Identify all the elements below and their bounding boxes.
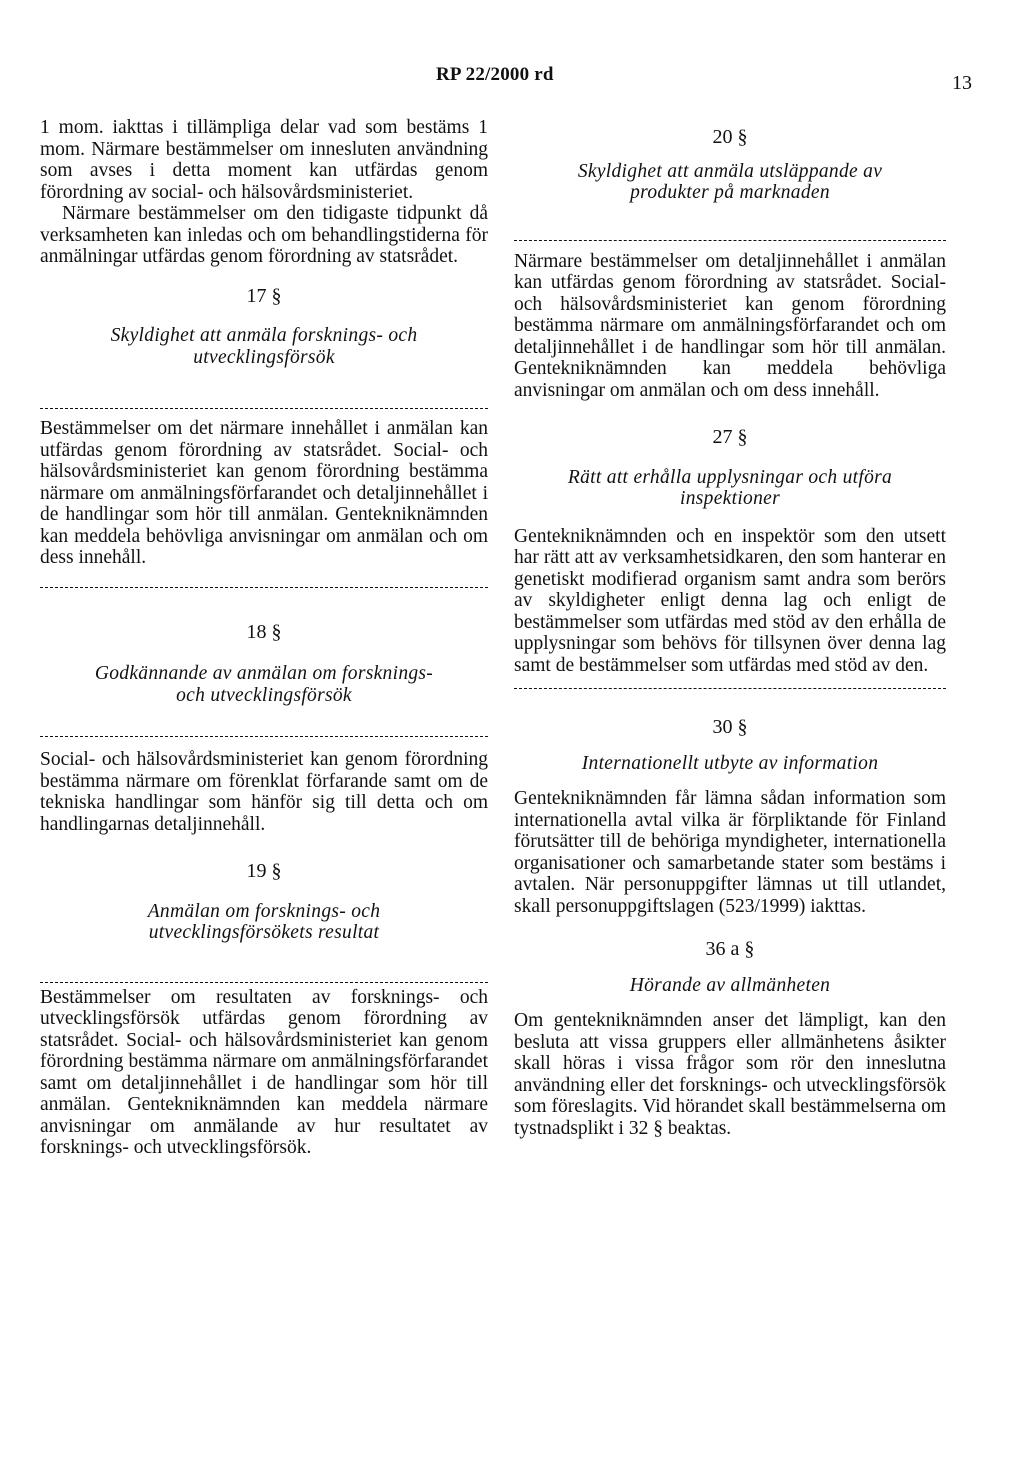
section-27-title: Rätt att erhålla upplysningar och utföra inspektioner (567, 466, 893, 509)
intro-paragraph-1: 1 mom. iakttas i tillämpliga delar vad som bestäms 1 mom. Närmare bestämmelser om innesluten användning som avses i detta moment kan utfärdas genom förordning av social- och hälsovårdsministeriet. (40, 117, 488, 203)
right-column (514, 117, 946, 1139)
section-18-title: Godkännande av anmälan om forsknings- och utvecklingsförsök (94, 663, 434, 706)
section-36a-number: 36 a § (705, 938, 755, 960)
section-20-title: Skyldighet att anmäla utsläppande av produkter på marknaden (577, 160, 883, 203)
left-column (40, 117, 488, 1159)
section-17-number: 17 § (246, 284, 282, 307)
section-36a-text: Om gentekniknämnden anser det lämpligt, kan den besluta att vissa gruppers eller allmänhetens åsikter skall höras i vissa frågor som rör den inneslutna användning eller det forsknings- och utvecklingsförsök som föreslagits. Vid hörandet skall bestämmelserna om tystnadsplikt i 32 § beaktas. (514, 1010, 946, 1139)
section-18-number: 18 § (246, 620, 282, 643)
page-header (0, 62, 1024, 92)
section-17-text: Bestämmelser om det närmare innehållet i anmälan kan utfärdas genom förordning av statsrådet. Social- och hälsovårdsministeriet kan genom förordning bestämma närmare om anmälningsförfarandet och detaljinnehållet i de handlingar som hör till anmälan. Gentekniknämnden kan meddela behövliga anvisningar om anmälan och om dess innehåll. (40, 418, 488, 568)
section-19-title: Anmälan om forsknings- och utvecklingsförsökets resultat (147, 900, 381, 943)
section-27-text: Gentekniknämnden och en inspektör som den utsett har rätt att av verksamhetsidkaren, den som hanterar en genetiskt modifierad organism samt andra som berörs av skyldigheter enligt denna lag och enligt de bestämmelser som utfärdas med stöd av den erhålla de upplysningar som behövs för tillsynen över denna lag samt de bestämmelser som utfärdas med stöd av den. (514, 525, 946, 676)
section-19-text: Bestämmelser om resultaten av forsknings- och utvecklingsförsök utfärdas genom förordning av statsrådet. Social- och hälsovårdsministeriet kan genom förordning bestämma närmare om anmälningsförfarandet samt om detaljinnehållet i de handlingar som hör till anmälan. Gentekniknämnden kan meddela närmare anvisningar om anmälande av hur resultatet av forsknings- och utvecklingsförsök. (40, 986, 488, 1158)
section-17-title: Skyldighet att anmäla forsknings- och utvecklingsförsök (110, 325, 418, 368)
section-19-number: 19 § (246, 860, 282, 882)
section-30-number: 30 § (712, 716, 748, 738)
section-18-text: Social- och hälsovårdsministeriet kan genom förordning bestämma närmare om förenklat förfarande samt om de tekniska handlingar som hänför sig till detta och om handlingarnas detaljinnehåll. (40, 749, 488, 835)
intro-paragraph-2: Närmare bestämmelser om den tidigaste tidpunkt då verksamheten kan inledas och om behandlingstiderna för anmälningar utfärdas genom förordning av statsrådet. (40, 203, 488, 267)
section-27-number: 27 § (712, 426, 748, 448)
section-20-number: 20 § (712, 126, 748, 148)
section-30-text: Gentekniknämnden får lämna sådan information som internationella avtal vilka är förpliktande för Finland förutsätter till de behöriga myndigheter, internationella organisationer och samarbetande stater som bestäms i avtalen. När personuppgifter lämnas ut till utlandet, skall personuppgiftslagen (523/1999) iakttas. (514, 788, 946, 917)
page-number: 13 (952, 72, 972, 94)
section-20-text: Närmare bestämmelser om detaljinnehållet i anmälan kan utfärdas genom förordning av statsrådet. Social- och hälsovårdsministeriet kan genom förordning bestämma närmare om anmälningsförfarandet och om detaljinnehållet i de handlingar som hör till anmälan. Gentekniknämnden kan meddela behövliga anvisningar om anmälan och om dess innehåll. (514, 250, 946, 401)
section-36a-title: Hörande av allmänheten (629, 974, 831, 996)
section-30-title: Internationellt utbyte av information (581, 752, 879, 774)
document-reference: RP 22/2000 rd (436, 64, 554, 85)
